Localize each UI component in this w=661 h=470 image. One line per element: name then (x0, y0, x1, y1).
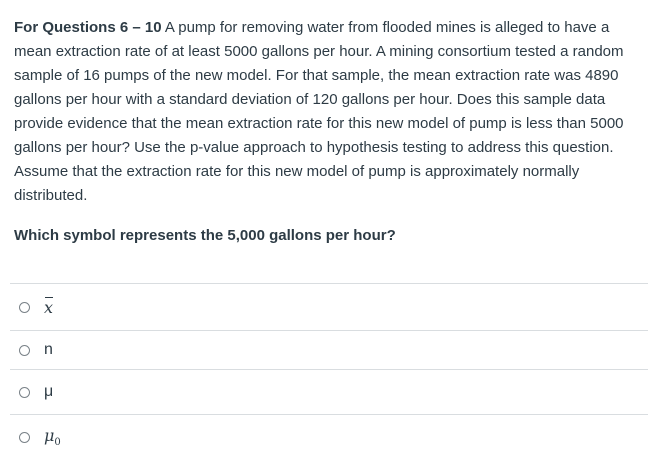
answer-label (44, 298, 53, 317)
answer-option-mu[interactable] (10, 369, 648, 414)
answer-option-x-bar[interactable] (10, 283, 648, 330)
question-range-label: For Questions 6 – 10 (14, 19, 162, 36)
answer-option-mu-zero[interactable] (10, 414, 648, 459)
radio-button[interactable] (19, 387, 30, 398)
answer-label: μ (44, 383, 54, 400)
radio-button[interactable] (19, 345, 30, 356)
radio-button[interactable] (19, 432, 30, 443)
radio-button[interactable] (19, 302, 30, 313)
mu-symbol: μ (44, 425, 55, 445)
subscript-zero: 0 (54, 437, 61, 449)
answer-label: n (44, 341, 53, 358)
answer-list (10, 283, 648, 459)
x-bar-symbol: x (44, 297, 54, 317)
question-stem (14, 16, 646, 208)
question-prompt: Which symbol represents the 5,000 gallons per hour? (14, 227, 396, 244)
answer-label (44, 426, 61, 448)
answer-option-n[interactable] (10, 330, 648, 369)
question-stem-text: A pump for removing water from flooded mines is alleged to have a mean extraction rate of at least 5000 gallons per hour. A mining consortium tested a random sample of 16 pumps of the new model. For that sample, the mean extraction rate was 4890 gallons per hour with a standard deviation of 120 gallons per hour. Does this sample data provide evidence that the mean extraction rate for this new model of pump is less than 5000 gallons per hour? Use the p-value approach to hypothesis testing to address this question. Assume that the extraction rate for this new model of pump is approximately normally distributed. (14, 19, 624, 204)
